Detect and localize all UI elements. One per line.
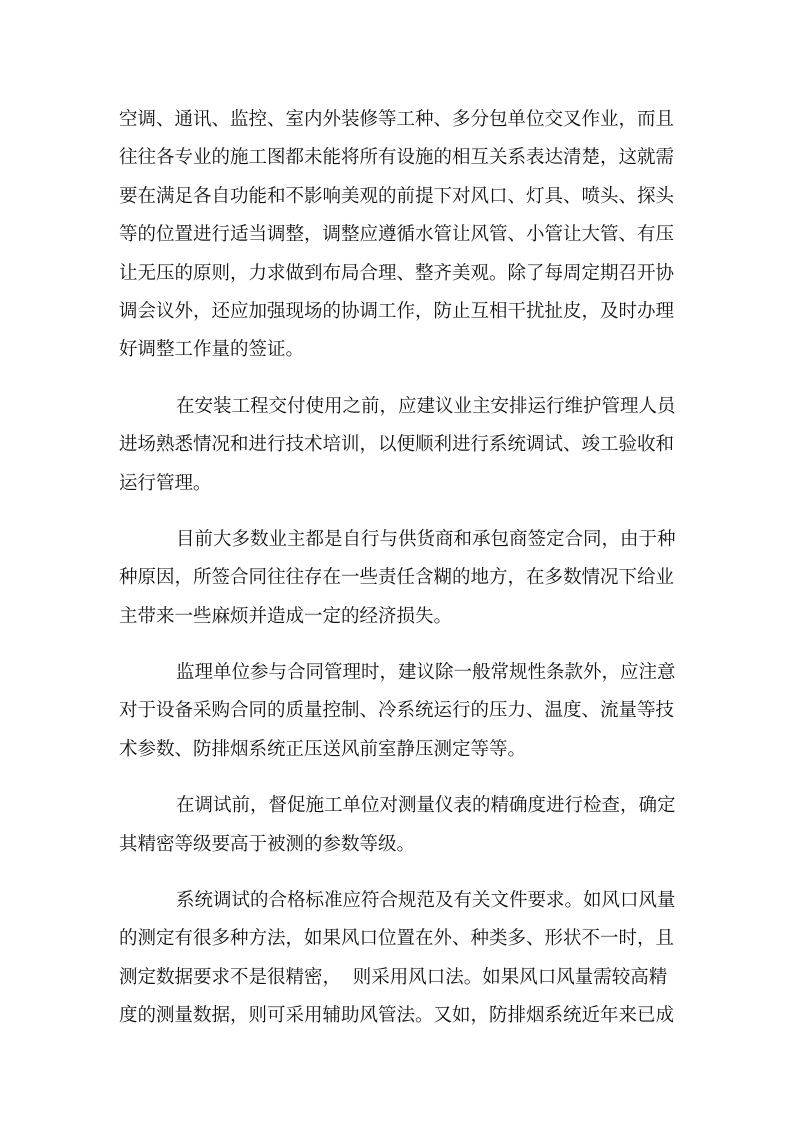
paragraph-3 — [119, 521, 679, 636]
text-line: 进场熟悉情况和进行技术培训，以便顺利进行系统调试、竣工验收和 — [119, 434, 675, 456]
text-line: 主带来一些麻烦并造成一定的经济损失。 — [119, 605, 453, 627]
paragraph-spacing — [119, 503, 679, 521]
text-line: 在安装工程交付使用之前，应建议业主安排运行维护管理人员 — [176, 395, 676, 417]
text-line: 的测定有很多种方法，如果风口位置在外、种类多、形状不一时，且 — [119, 928, 675, 950]
text-line: 监理单位参与合同管理时，建议除一般常规性条款外，应注意 — [176, 662, 676, 684]
text-line: 空调、通讯、监控、室内外装修等工种、多分包单位交叉作业，而且 — [119, 109, 675, 130]
paragraph-6 — [119, 882, 679, 1036]
text-line: 术参数、防排烟系统正压送风前室静压测定等等。 — [119, 738, 527, 760]
text-line: 目前大多数业主都是自行与供货商和承包商签定合同，由于种 — [176, 528, 676, 550]
paragraph-spacing — [119, 370, 679, 388]
paragraph-5 — [119, 787, 679, 864]
paragraph-2 — [119, 388, 679, 503]
paragraph-spacing — [119, 769, 679, 787]
paragraph-spacing — [119, 636, 679, 654]
text-line: 种原因，所签合同往往存在一些责任含糊的地方，在多数情况下给业 — [119, 567, 675, 589]
paragraph-1 — [119, 101, 679, 370]
text-line: 要在满足各自功能和不影响美观的前提下对风口、灯具、喷头、探头 — [119, 185, 675, 207]
text-line: 让无压的原则，力求做到布局合理、整齐美观。除了每周定期召开协 — [119, 262, 675, 284]
document-body — [119, 101, 679, 1036]
text-line: 系统调试的合格标准应符合规范及有关文件要求。如风口风量 — [176, 890, 676, 912]
paragraph-spacing — [119, 864, 679, 882]
text-line: 运行管理。 — [119, 472, 212, 494]
text-line: 往往各专业的施工图都未能将所有设施的相互关系表达清楚，这就需 — [119, 147, 675, 169]
text-line: 调会议外，还应加强现场的协调工作，防止互相干扰扯皮，及时办理 — [119, 300, 675, 322]
text-line: 测定数据要求不是很精密， 则采用风口法。如果风口风量需较高精 — [119, 966, 668, 988]
text-line: 对于设备采购合同的质量控制、冷系统运行的压力、温度、流量等技 — [119, 700, 675, 722]
text-line: 在调试前，督促施工单位对测量仪表的精确度进行检查，确定 — [176, 795, 676, 817]
paragraph-4 — [119, 654, 679, 769]
text-line: 其精密等级要高于被测的参数等级。 — [119, 833, 416, 855]
text-line: 度的测量数据，则可采用辅助风管法。又如，防排烟系统近年来已成 — [119, 1005, 675, 1027]
text-line: 好调整工作量的签证。 — [119, 339, 305, 361]
text-line: 等的位置进行适当调整，调整应遵循水管让风管、小管让大管、有压 — [119, 224, 675, 246]
